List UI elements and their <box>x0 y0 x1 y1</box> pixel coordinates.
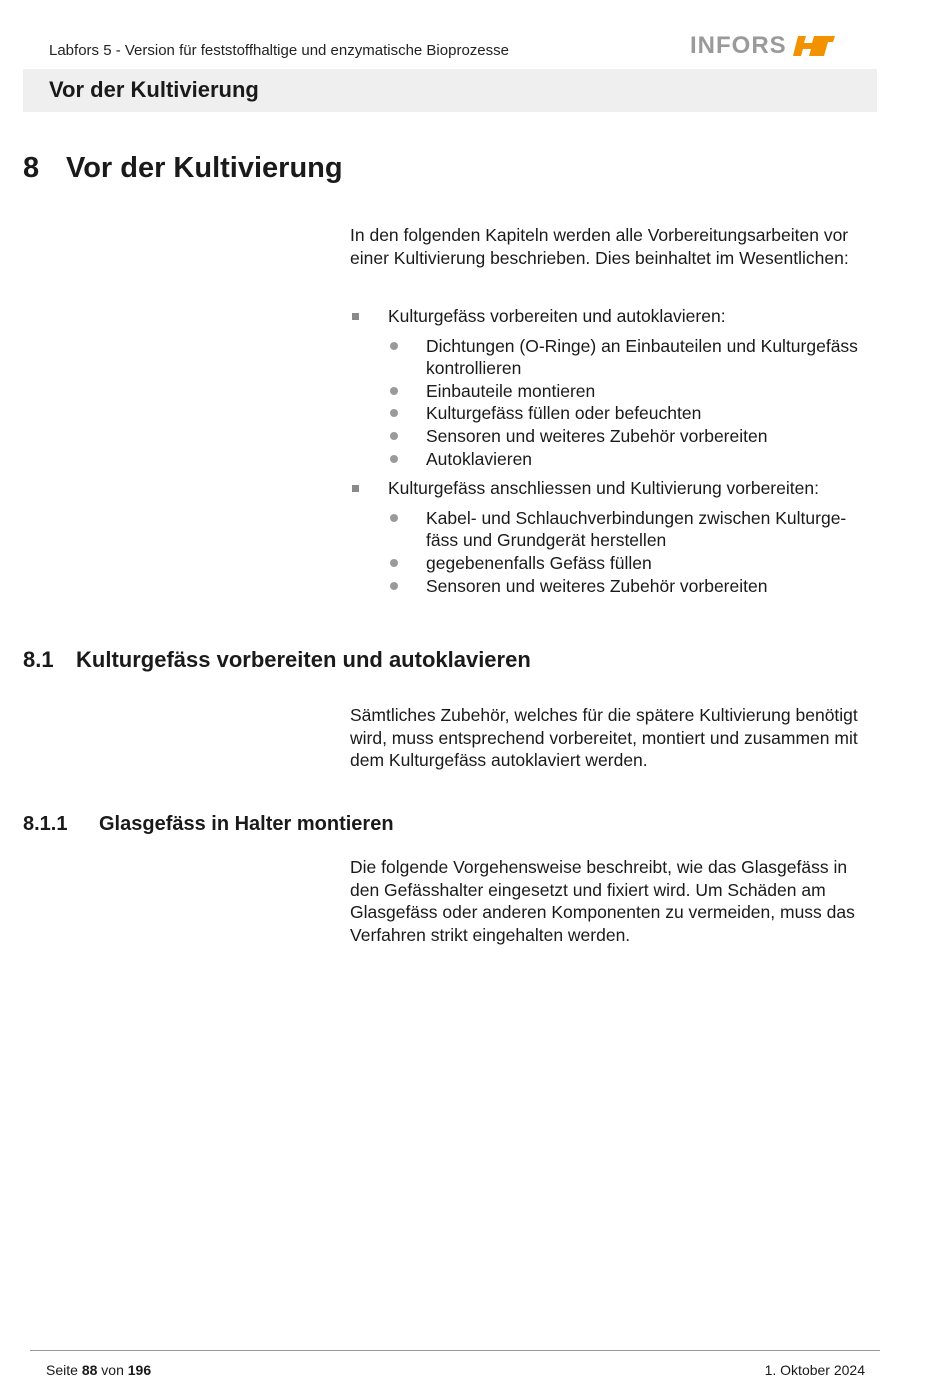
chapter-band-title: Vor der Kultivierung <box>49 77 259 102</box>
page-total: 196 <box>127 1362 152 1378</box>
sub-list-item <box>388 575 875 598</box>
section-8-number: 8 <box>23 152 40 184</box>
section-8-1-1-number: 8.1.1 <box>23 813 68 835</box>
round-bullet-icon <box>390 387 398 395</box>
section-8-title: Vor der Kultivierung <box>66 152 343 184</box>
sub-list-item-text: Sensoren und weiteres Zubehör vorbereiten <box>426 575 768 596</box>
document-title: Labfors 5 - Version für feststoffhaltige und enzymatische Bioprozesse <box>49 42 509 59</box>
list-item-text: Kulturgefäss vorbereiten und autoklavieren: <box>388 306 726 326</box>
round-bullet-icon <box>390 559 398 567</box>
page-separator: von <box>101 1362 124 1378</box>
round-bullet-icon <box>390 455 398 463</box>
list-item-text: Kulturgefäss anschliessen und Kultivierung vorbereiten: <box>388 478 819 499</box>
square-bullet-icon <box>352 485 359 492</box>
list-item <box>350 477 875 597</box>
sub-list-item <box>388 552 875 575</box>
sub-list-item <box>388 507 875 552</box>
square-bullet-icon <box>352 313 359 320</box>
round-bullet-icon <box>390 409 398 417</box>
page-current: 88 <box>81 1362 98 1378</box>
list-item <box>350 305 875 470</box>
sub-list-item <box>388 448 875 471</box>
ht-logo-icon <box>793 34 835 58</box>
section-8-heading <box>23 152 343 185</box>
sub-list-item-text: Einbauteile montieren <box>426 380 596 401</box>
preparation-list <box>350 305 875 604</box>
sub-list-item <box>388 425 875 448</box>
sub-list-item-text: Autoklavieren <box>426 448 533 469</box>
sub-list-item-text: Sensoren und weiteres Zubehör vorbereiten <box>426 425 768 446</box>
sub-list-item-text: Kulturgefäss füllen oder befeuchten <box>426 403 702 424</box>
section-8-1-number: 8.1 <box>23 647 54 672</box>
sub-list-item-text: gegebenenfalls Gefäss füllen <box>426 552 652 573</box>
footer-date: 1. Oktober 2024 <box>764 1362 865 1378</box>
section-8-1-1-heading <box>23 813 394 836</box>
sub-list <box>388 507 875 597</box>
page-prefix: Seite <box>46 1362 78 1378</box>
footer-divider <box>30 1350 880 1351</box>
section-8-1-text: Sämtliches Zubehör, welches für die spätere Kultivierung benötigt wird, muss entsprechend vorbereitet, montiert und zusammen mit dem Kulturgefäss autoklaviert werden. <box>350 705 858 771</box>
page-number <box>46 1362 151 1378</box>
sub-list-item <box>388 335 875 380</box>
section-8-1-title: Kulturgefäss vorbereiten und autoklavieren <box>76 647 531 672</box>
section-8-1-heading <box>23 647 531 673</box>
infors-ht-logo <box>690 33 835 59</box>
sub-list-item-text: Dichtungen (O-Ringe) an Einbauteilen und Kulturgefäss kontrollieren <box>426 335 858 379</box>
sub-list-item-text: Kabel- und Schlauchverbindungen zwischen Kulturge-fäss und Grundgerät herstellen <box>426 507 847 551</box>
chapter-band <box>23 69 877 112</box>
sub-list-item <box>388 380 875 403</box>
round-bullet-icon <box>390 582 398 590</box>
section-8-intro: In den folgenden Kapiteln werden alle Vorbereitungsarbeiten vor einer Kultivierung beschrieben. Dies beinhaltet im Wesentlichen: <box>350 225 849 268</box>
sub-list-item <box>388 402 875 425</box>
section-8-1-1-title: Glasgefäss in Halter montieren <box>99 813 394 835</box>
sub-list <box>388 335 875 471</box>
round-bullet-icon <box>390 342 398 350</box>
section-8-1-1-text: Die folgende Vorgehensweise beschreibt, wie das Glasgefäss in den Gefässhalter eingesetzt und fixiert wird. Um Schäden am Glasgefäss oder anderen Komponenten zu vermeiden, muss das Verfahren strikt eingehalten werden. <box>350 857 855 945</box>
round-bullet-icon <box>390 432 398 440</box>
round-bullet-icon <box>390 514 398 522</box>
logo-wordmark: INFORS <box>690 32 787 59</box>
